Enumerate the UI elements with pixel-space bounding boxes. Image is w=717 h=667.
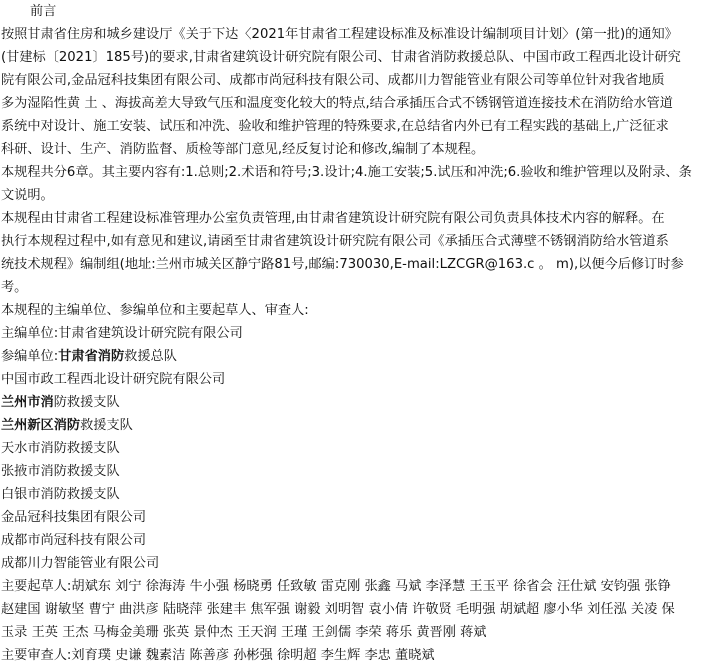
participating-unit [1,414,717,437]
intro-line: 多为湿陷性黄 土 、海拔高差大导致气压和温度变化较大的特点,结合承插压合式不锈钢管道连接技术在消防给水管道 [1,96,673,111]
contact-paragraph [1,207,717,299]
contact-line: 本规程由甘肃省工程建设标准管理办公室负责管理,由甘肃省建筑设计研究院有限公司负责具体技术内容的解释。在 [1,211,665,226]
intro-line: 系统中对设计、施工安装、试压和冲洗、验收和维护管理的特殊要求,在总结省内外已有工程实践的基础上,广泛征求 [1,119,669,134]
contact-line: 考。 [1,280,28,295]
participating-unit-bold: 甘肃省消防 [58,349,125,364]
participating-unit-rest: 金品冠科技集团有限公司 [1,510,147,525]
participating-unit-bold: 兰州新区消防 [1,418,81,433]
participating-unit-first [1,345,717,368]
page-title: 前言 [30,4,57,19]
participating-unit-rest: 救援支队 [80,418,133,433]
participating-unit-rest: 天水市消防救援支队 [1,441,120,456]
intro-line: 科研、设计、生产、消防监督、质检等部门意见,经反复讨论和修改,编制了本规程。 [1,142,485,157]
participating-unit [1,552,717,575]
intro-line: 院有限公司,金品冠科技集团有限公司、成都市尚冠科技有限公司、成都川力智能管业有限公司等单位针对我省地质 [1,73,665,88]
intro-line: 按照甘肃省住房和城乡建设厅《关于下达〈2021年甘肃省工程建设标准及标准设计编制项目计划〉(第一批)的通知》 [1,27,678,42]
chapters-paragraph [1,161,717,207]
participating-unit [1,529,717,552]
participating-unit-rest: 救援总队 [124,349,177,364]
participating-label: 参编单位: [1,349,59,364]
participating-unit-rest: 中国市政工程西北设计研究院有限公司 [1,372,226,387]
drafters-line: 玉录 王英 王杰 马梅金美珊 张英 景仲杰 王天润 王瑾 王剑儒 李荣 蒋乐 黄晋刚 蒋斌 [1,625,487,640]
units-heading: 本规程的主编单位、参编单位和主要起草人、审查人: [1,303,309,318]
participating-unit-rest: 白银市消防救援支队 [1,487,120,502]
participating-unit-bold: 兰州市消 [1,395,54,410]
participating-unit [1,460,717,483]
participating-unit-rest: 张掖市消防救援支队 [1,464,120,479]
participating-unit [1,483,717,506]
drafters-line: 赵建国 谢敏坚 曹宁 曲洪彦 陆晓萍 张建丰 焦军强 谢毅 刘明智 袁小倩 许敬贤 毛明强 胡斌超 廖小华 刘任泓 关凌 保 [1,602,675,617]
participating-unit [1,368,717,391]
reviewers-line: 主要审查人:刘育璞 史谦 魏素洁 陈善彦 孙彬强 徐明超 李生辉 李忠 董晓斌 [1,648,435,663]
participating-unit-rest: 成都市尚冠科技有限公司 [1,533,147,548]
chapters-line: 本规程共分6章。其主要内容有:1.总则;2.术语和符号;3.设计;4.施工安装;5.试压和冲洗;6.验收和维护管理以及附录、条 [1,165,692,180]
drafters-line: 主要起草人:胡斌东 刘宁 徐海涛 牛小强 杨晓勇 任致敏 雷克刚 张鑫 马斌 李泽慧 王玉平 徐省会 汪仕斌 安钧强 张铮 [1,579,671,594]
chief-unit: 主编单位:甘肃省建筑设计研究院有限公司 [1,326,243,341]
chapters-line: 文说明。 [1,188,54,203]
participating-unit [1,391,717,414]
participating-unit [1,437,717,460]
contact-line: 执行本规程过程中,如有意见和建议,请函至甘肃省建筑设计研究院有限公司《承插压合式薄壁不锈钢消防给水管道系 [1,234,669,249]
participating-unit-rest: 防救援支队 [53,395,120,410]
intro-line: (甘建标〔2021〕185号)的要求,甘肃省建筑设计研究院有限公司、甘肃省消防救援总队、中国市政工程西北设计研究 [1,50,681,65]
intro-paragraph [1,23,717,161]
contact-line: 统技术规程》编制组(地址:兰州市城关区静宁路81号,邮编:730030,E-mail:LZCGR@163.c 。 m),以便今后修订时参 [1,257,684,272]
participating-unit [1,506,717,529]
participating-unit-rest: 成都川力智能管业有限公司 [1,556,160,571]
drafters-paragraph [1,575,717,644]
